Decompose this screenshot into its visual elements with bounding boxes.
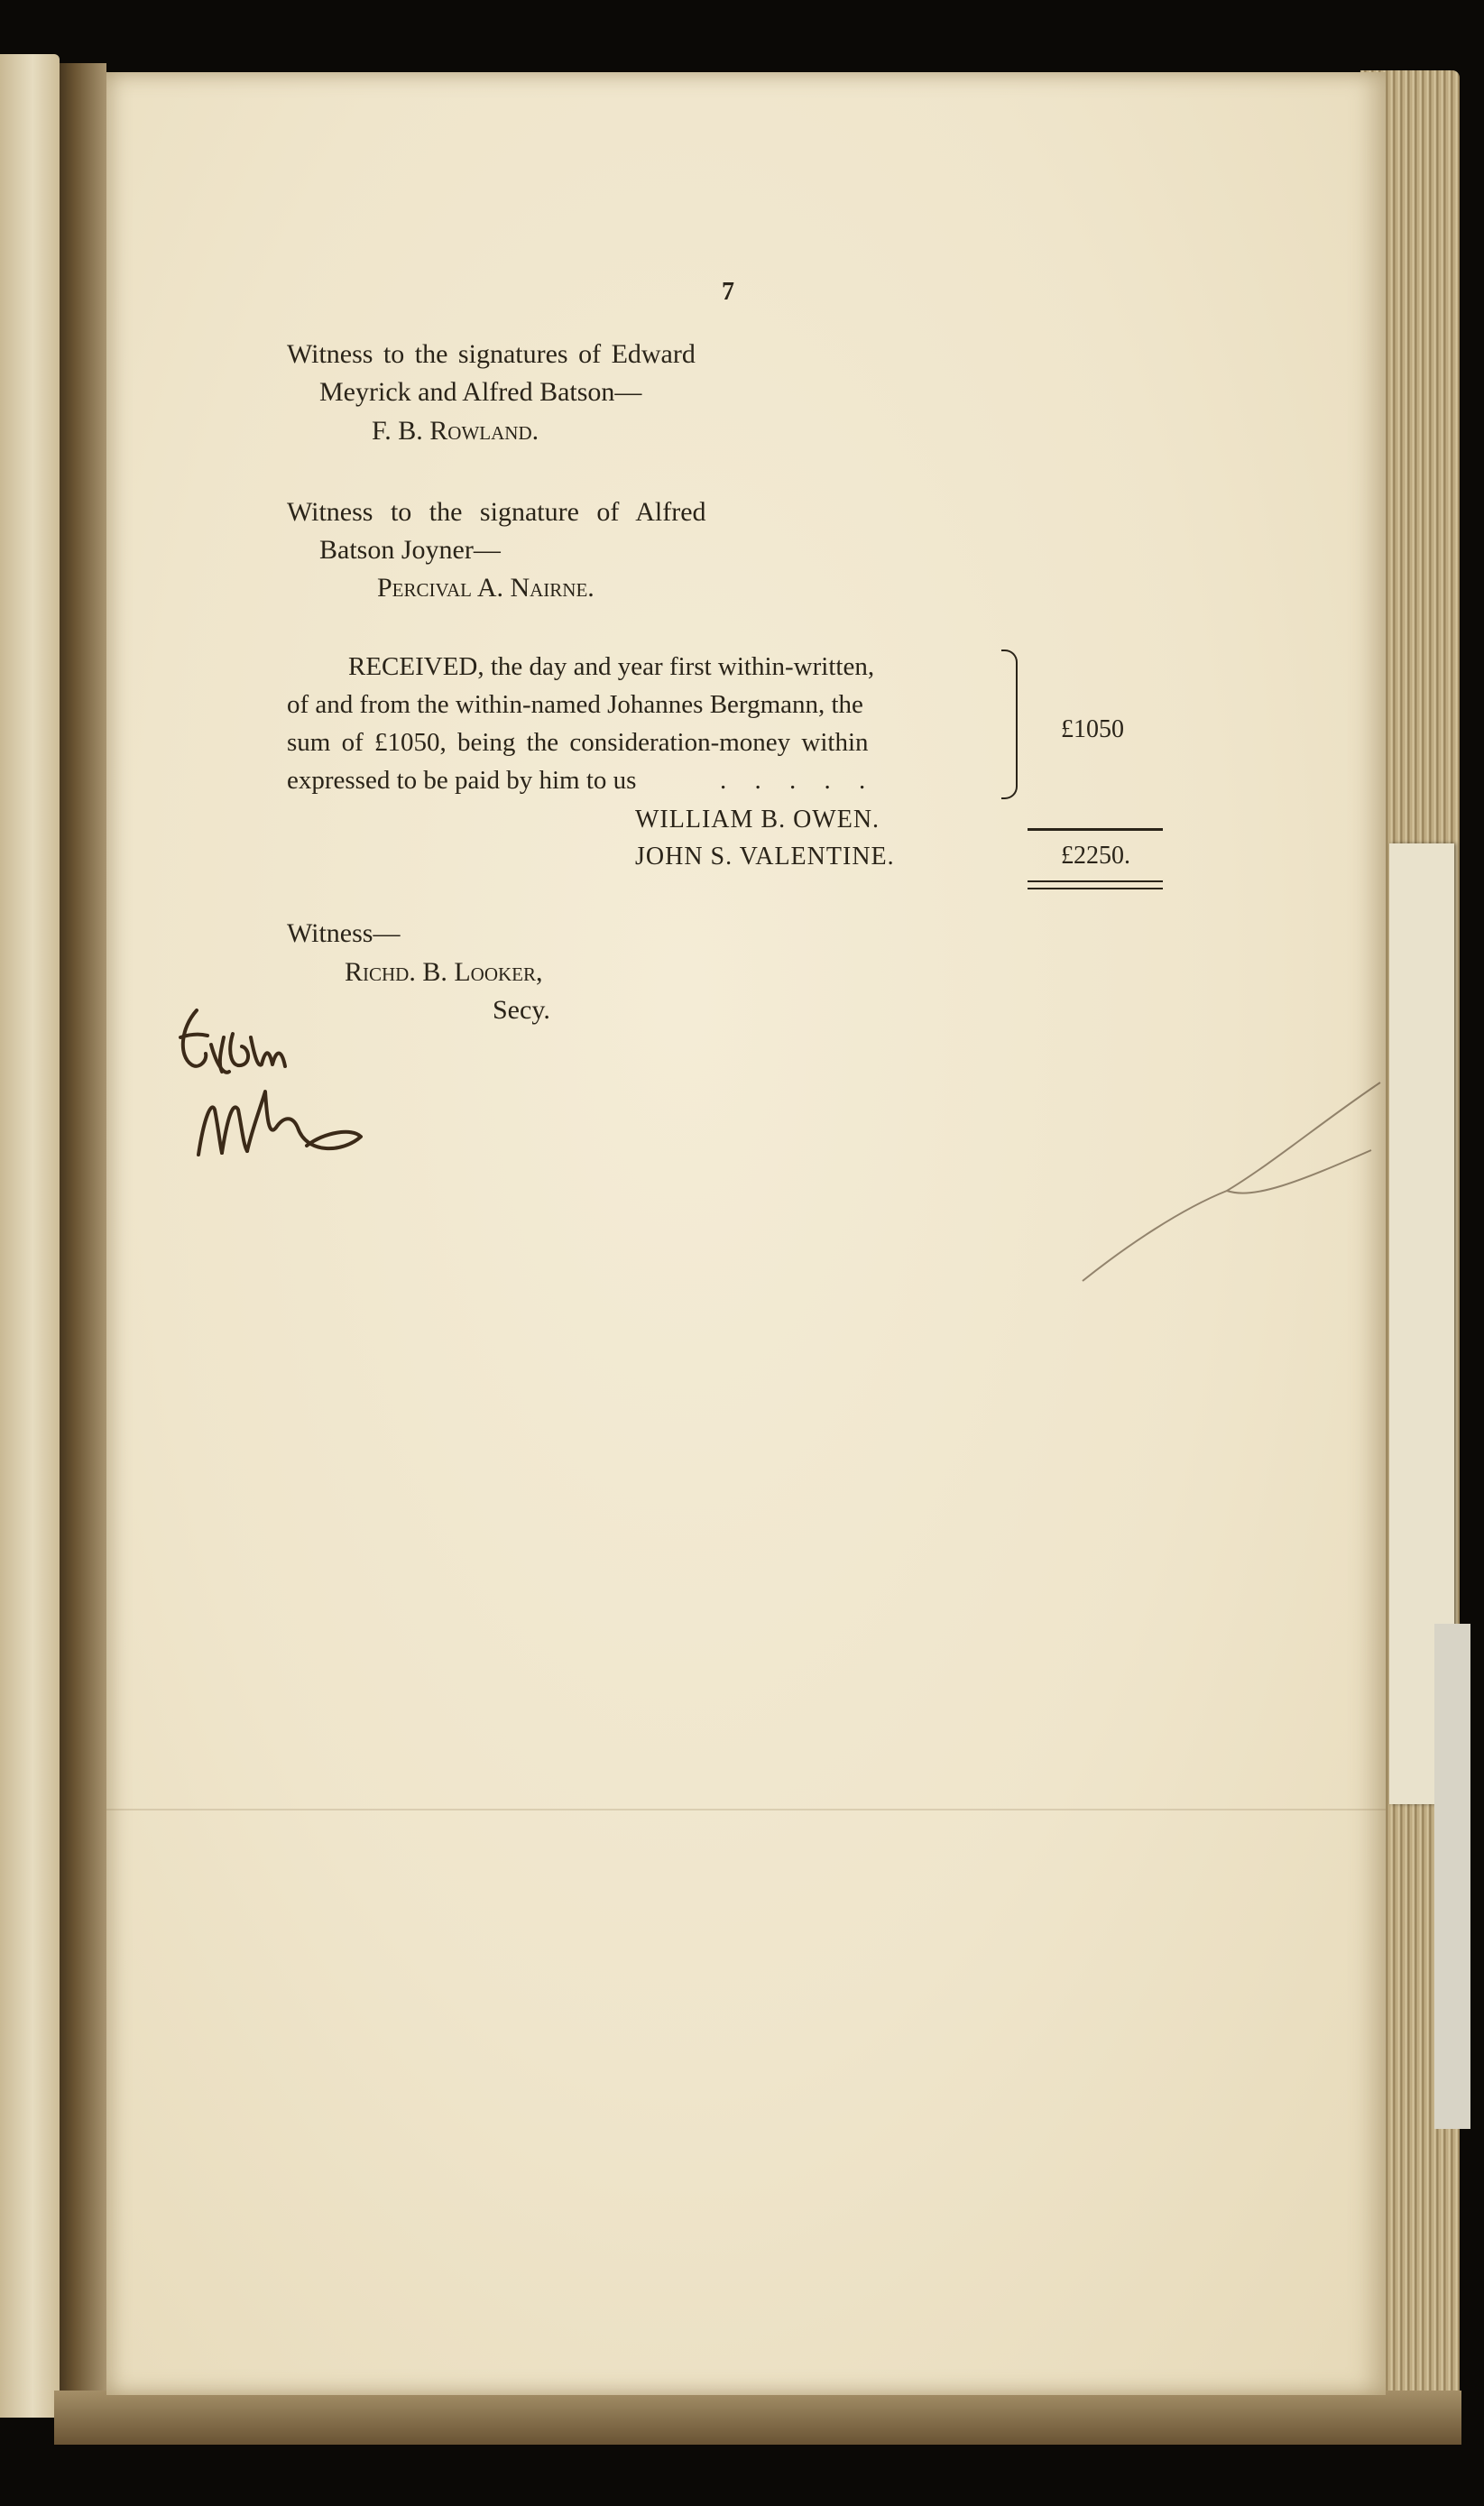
book-bottom-edge <box>54 2391 1461 2445</box>
inserted-slip-lower <box>1434 1624 1470 2129</box>
handwritten-initials-signature <box>171 1001 370 1173</box>
receipt-brace <box>1001 650 1018 799</box>
page-number: 7 <box>722 278 734 306</box>
receipt-line-4: expressed to be paid by him to us <box>287 766 637 795</box>
witness-three-name: Richd. B. Looker, <box>345 957 543 987</box>
receipt-leader-dots: . . . . . <box>720 766 866 795</box>
receipt-amount: £1050 <box>1061 715 1124 743</box>
receipt-total: £2250. <box>1061 842 1130 870</box>
paper-crease <box>1074 1064 1389 1299</box>
witness-two-signer: Percival A. Nairne. <box>377 573 595 603</box>
witness-one-line-2: Meyrick and Alfred Batson— <box>319 377 642 407</box>
facing-page-edge <box>0 54 60 2418</box>
receipt-signer-owen: WILLIAM B. OWEN. <box>635 806 880 834</box>
witness-three-label: Witness— <box>287 918 401 948</box>
witness-one-signer: F. B. Rowland. <box>372 416 539 446</box>
witness-three-title: Secy. <box>493 995 550 1025</box>
sum-rule <box>1028 828 1163 831</box>
total-rule-lower <box>1028 888 1163 889</box>
receipt-line-2: of and from the within-named Johannes Bergmann, the <box>287 690 863 719</box>
receipt-line-1: RECEIVED, the day and year first within-written, <box>348 652 875 681</box>
paper-fold <box>106 1809 1386 1810</box>
witness-two-line-1: Witness to the signature of Alfred <box>287 497 706 527</box>
book-gutter <box>54 63 106 2445</box>
receipt-signer-valentine: JOHN S. VALENTINE. <box>635 843 895 871</box>
receipt-line-3: sum of £1050, being the consideration-money within <box>287 728 869 757</box>
total-rule-upper <box>1028 880 1163 882</box>
witness-two-line-2: Batson Joyner— <box>319 535 501 565</box>
witness-one-line-1: Witness to the signatures of Edward <box>287 339 696 369</box>
